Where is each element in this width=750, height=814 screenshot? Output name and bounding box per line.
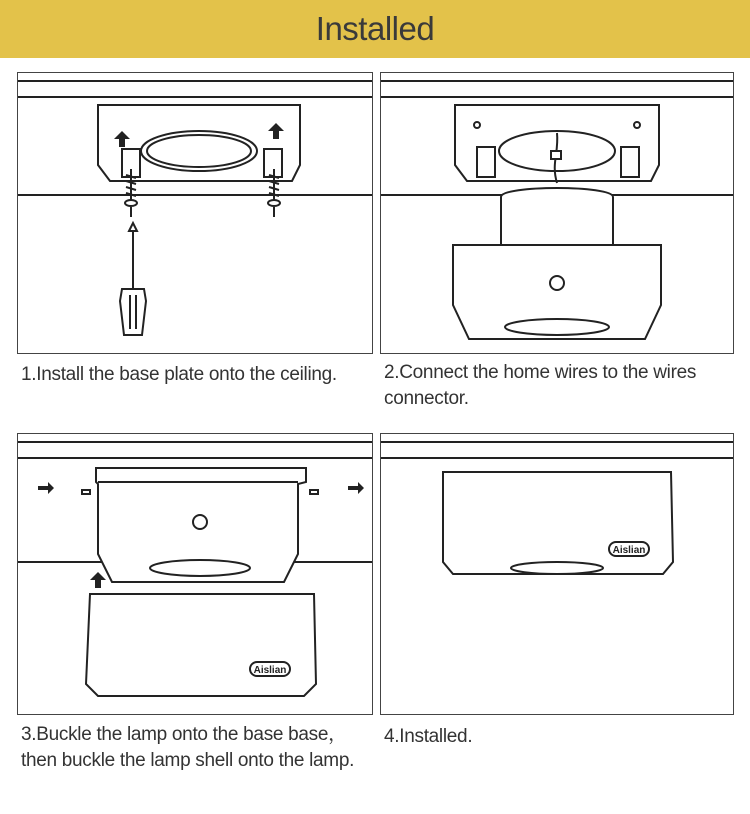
step-3-caption [21,722,371,774]
step-3-illustration [17,433,373,715]
page-title: Installed [315,10,435,47]
step-3-brand-logo: Aislian [253,665,287,676]
base-plate-diagram [18,73,372,353]
step-2-illustration [380,72,734,354]
step-4-brand-logo: Aislian [612,545,646,556]
wire-connection-diagram [381,73,733,353]
step-4-illustration [380,433,734,715]
buckle-lamp-diagram [18,434,372,714]
step-4-caption: 4.Installed. [384,726,473,747]
installed-lamp-diagram [381,434,733,714]
step-3-caption-line-2: then buckle the lamp shell onto the lamp. [21,750,355,771]
step-1-illustration [17,72,373,354]
step-2-caption: 2.Connect the home wires to the wires connector. [384,362,697,409]
step-1-caption: 1.Install the base plate onto the ceiling. [21,364,337,385]
step-3-caption-line-1: 3.Buckle the lamp onto the base base， [21,724,347,745]
